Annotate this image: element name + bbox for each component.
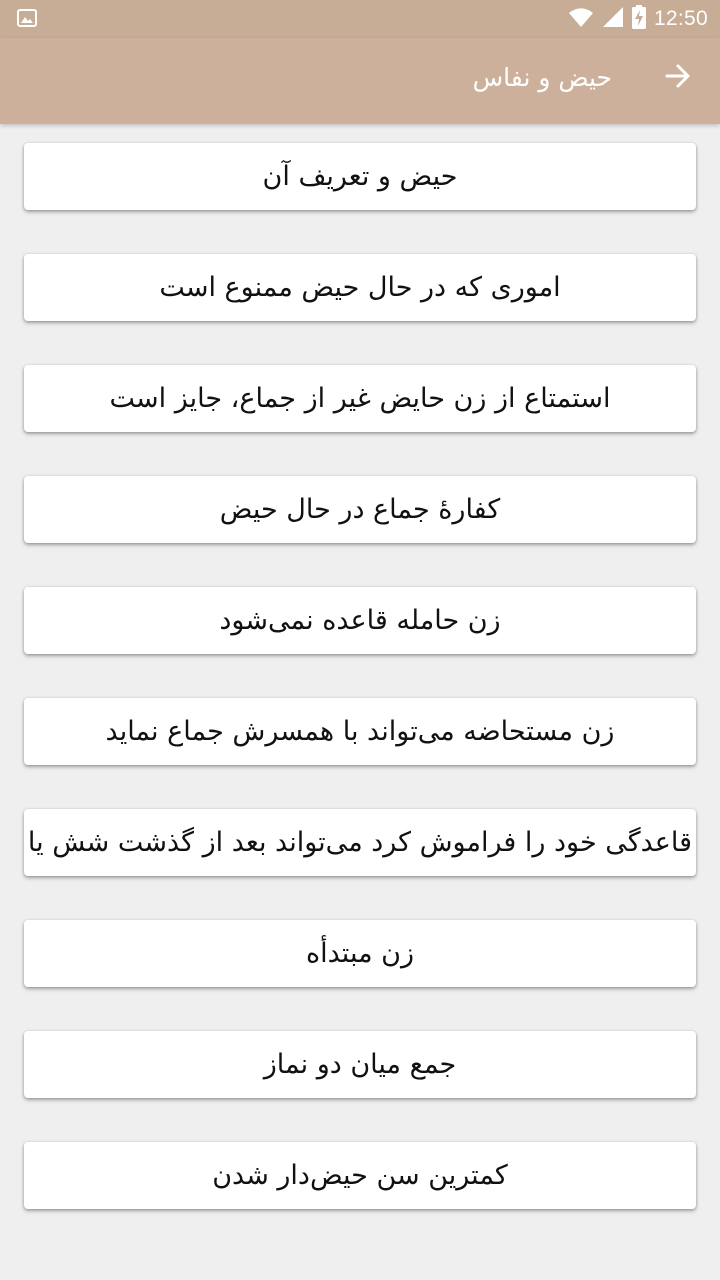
cell-signal-icon (602, 6, 624, 32)
list-item-label: اموری که در حال حیض ممنوع است (159, 272, 561, 303)
list-item-label: زن حامله قاعده نمی‌شود (219, 605, 501, 636)
list-item[interactable] (24, 920, 696, 987)
list-item-label: جمع میان دو نماز (263, 1049, 457, 1080)
battery-charging-icon (632, 5, 646, 33)
arrow-right-icon (663, 61, 693, 95)
list-item-label: قاعدگی خود را فراموش کرد می‌تواند بعد از گذشت شش یا (27, 827, 692, 858)
list-item-label: زن مستحاضه می‌تواند با همسرش جماع نماید (105, 716, 615, 747)
wifi-icon (568, 6, 594, 32)
list-item-label: کمترین سن حیض‌دار شدن (212, 1160, 508, 1191)
list-item[interactable] (24, 143, 696, 210)
back-button[interactable] (658, 58, 698, 98)
list-item-label: کفارۀ جماع در حال حیض (219, 494, 501, 525)
list-item[interactable] (24, 698, 696, 765)
list-item[interactable] (24, 476, 696, 543)
app-bar (0, 38, 720, 124)
list-item[interactable] (24, 365, 696, 432)
list-item[interactable] (24, 1031, 696, 1098)
list-item[interactable] (24, 254, 696, 321)
image-notification-icon (17, 9, 37, 27)
list-item-label: حیض و تعریف آن (262, 161, 458, 192)
list-item[interactable] (24, 809, 696, 876)
status-time: 12:50 (653, 7, 708, 30)
topic-list (24, 143, 696, 1253)
list-item-label: استمتاع از زن حایض غیر از جماع، جایز است (109, 383, 611, 414)
list-item-label: زن مبتدأه (305, 938, 415, 969)
list-item[interactable] (24, 587, 696, 654)
page-title: حیض و نفاس (472, 63, 612, 92)
status-icons (568, 0, 708, 38)
status-bar (0, 0, 720, 38)
list-item[interactable] (24, 1142, 696, 1209)
